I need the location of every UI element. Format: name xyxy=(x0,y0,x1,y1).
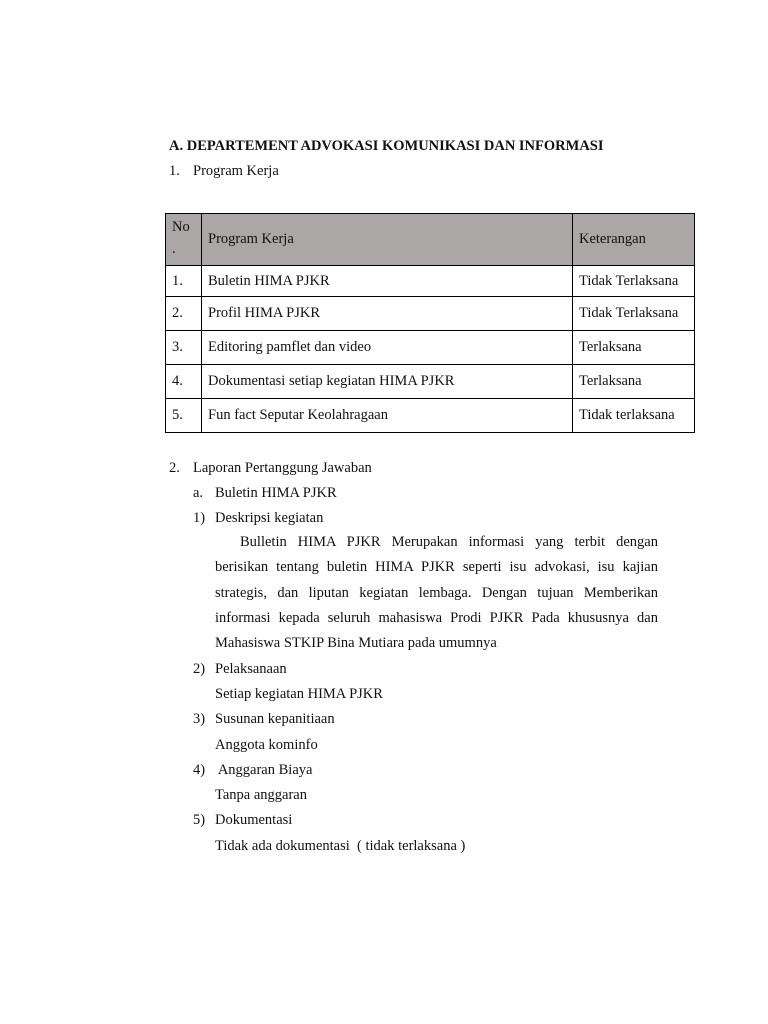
item-2-number: 2. xyxy=(169,460,180,476)
description-line: informasi kepada seluruh mahasiswa Prodi PJKR Pada khususnya dan xyxy=(215,609,658,626)
row-keterangan: Tidak Terlaksana xyxy=(573,266,695,297)
point-4-number: 4) xyxy=(193,762,206,778)
description-line: strategis, dan liputan kegiatan lembaga. Dengan tujuan Memberikan xyxy=(215,584,658,601)
point-5-number: 5) xyxy=(193,812,206,828)
description-paragraph xyxy=(215,530,658,656)
row-keterangan: Terlaksana xyxy=(573,365,695,399)
row-no: 5. xyxy=(166,399,202,433)
row-keterangan: Tidak Terlaksana xyxy=(573,297,695,331)
header-no-line2: . xyxy=(172,241,176,257)
item-2-label: Laporan Pertanggung Jawaban xyxy=(193,460,372,476)
row-no: 2. xyxy=(166,297,202,331)
header-program: Program Kerja xyxy=(202,214,573,266)
point-1-number: 1) xyxy=(193,510,206,526)
header-keterangan: Keterangan xyxy=(573,214,695,266)
point-3-detail: Anggota kominfo xyxy=(215,737,318,753)
row-program: Dokumentasi setiap kegiatan HIMA PJKR xyxy=(202,365,573,399)
row-keterangan: Tidak terlaksana xyxy=(573,399,695,433)
sub-a-number: a. xyxy=(193,485,204,501)
row-program: Fun fact Seputar Keolahragaan xyxy=(202,399,573,433)
description-line: Mahasiswa STKIP Bina Mutiara pada umumnya xyxy=(215,635,497,652)
description-line: Bulletin HIMA PJKR Merupakan informasi yang terbit dengan xyxy=(240,534,658,550)
point-1-label: Deskripsi kegiatan xyxy=(215,510,324,526)
point-2-number: 2) xyxy=(193,661,206,677)
section-heading: A. DEPARTEMENT ADVOKASI KOMUNIKASI DAN INFORMASI xyxy=(169,138,604,154)
table-row xyxy=(166,399,695,433)
header-no-line1: No xyxy=(172,219,190,235)
point-4-label: Anggaran Biaya xyxy=(215,762,313,778)
item-1-number: 1. xyxy=(169,163,180,179)
header-no xyxy=(166,214,202,266)
row-keterangan: Terlaksana xyxy=(573,331,695,365)
row-no: 4. xyxy=(166,365,202,399)
point-2-label: Pelaksanaan xyxy=(215,661,287,677)
point-3-number: 3) xyxy=(193,711,206,727)
table-row xyxy=(166,331,695,365)
row-program: Buletin HIMA PJKR xyxy=(202,266,573,297)
table-row xyxy=(166,297,695,331)
item-1-label: Program Kerja xyxy=(193,163,279,179)
table-header-row xyxy=(166,214,695,266)
point-5-detail: Tidak ada dokumentasi ( tidak terlaksana ) xyxy=(215,838,466,854)
row-no: 3. xyxy=(166,331,202,365)
program-kerja-table xyxy=(165,213,695,433)
table-row xyxy=(166,365,695,399)
point-4-detail: Tanpa anggaran xyxy=(215,787,307,803)
sub-a-label: Buletin HIMA PJKR xyxy=(215,485,337,501)
point-5-label: Dokumentasi xyxy=(215,812,293,828)
row-no: 1. xyxy=(166,266,202,297)
row-program: Editoring pamflet dan video xyxy=(202,331,573,365)
point-2-detail: Setiap kegiatan HIMA PJKR xyxy=(215,686,383,702)
description-line: berisikan tentang buletin HIMA PJKR seperti isu advokasi, isu kajian xyxy=(215,559,658,576)
table-row xyxy=(166,266,695,297)
row-program: Profil HIMA PJKR xyxy=(202,297,573,331)
point-3-label: Susunan kepanitiaan xyxy=(215,711,335,727)
